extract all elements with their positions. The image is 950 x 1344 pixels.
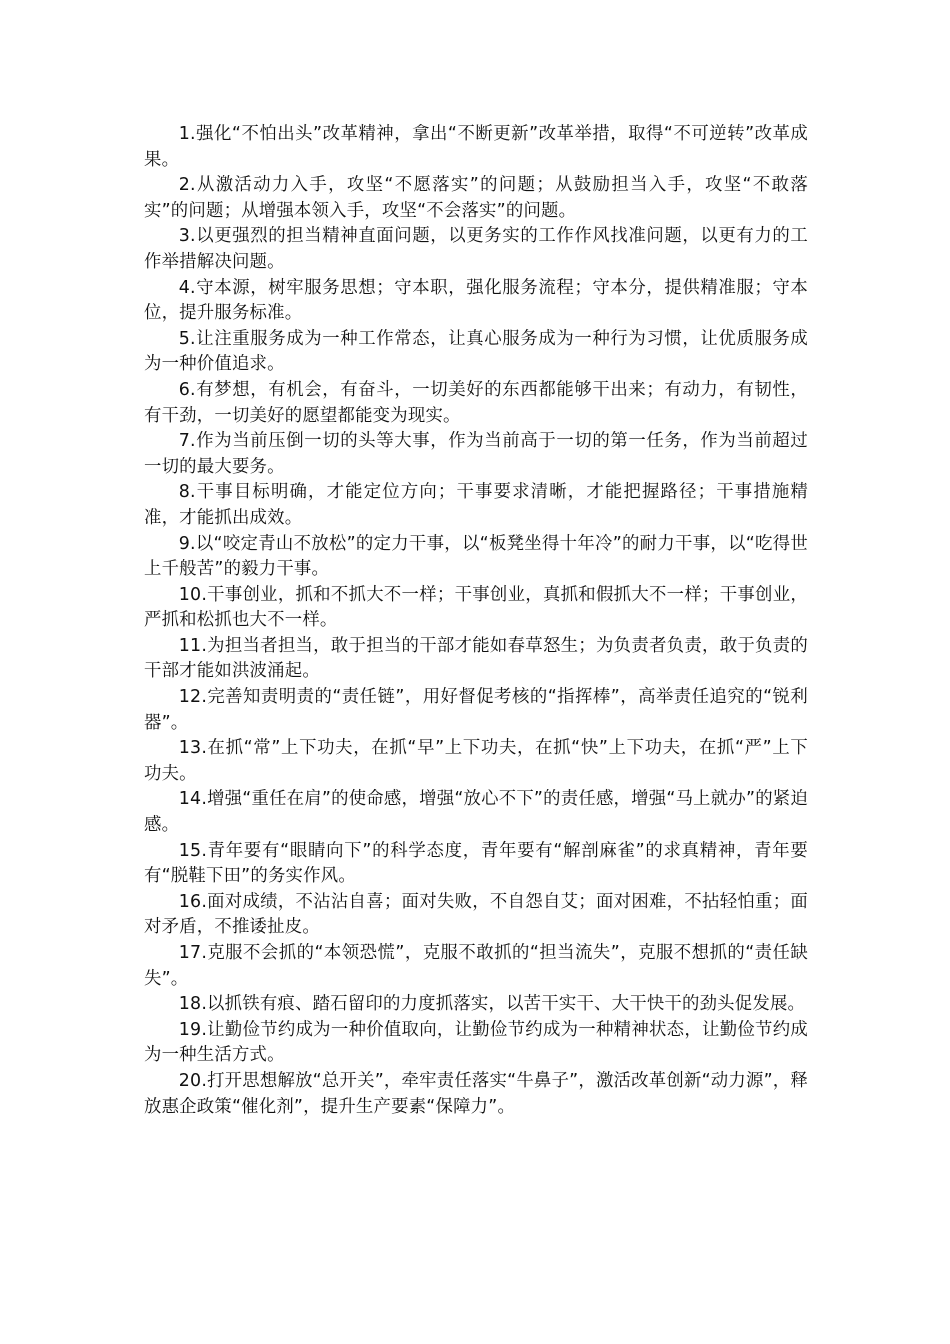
paragraph-20: 20.打开思想解放“总开关”，牵牢责任落实“牛鼻子”，激活改革创新“动力源”，释放惠企政策“催化剂”，提升生产要素“保障力”。 <box>144 1070 808 1117</box>
paragraph-11: 11.为担当者担当，敢于担当的干部才能如春草怒生；为负责者负责，敢于负责的干部才能如洪波涌起。 <box>144 635 808 682</box>
paragraph-9: 9.以“咬定青山不放松”的定力干事，以“板凳坐得十年冷”的耐力干事，以“吃得世上千般苦”的毅力干事。 <box>144 533 808 580</box>
paragraph-7: 7.作为当前压倒一切的头等大事，作为当前高于一切的第一任务，作为当前超过一切的最大要务。 <box>144 431 808 477</box>
paragraph-1: 1.强化“不怕出头”改革精神，拿出“不断更新”改革举措，取得“不可逆转”改革成果。 <box>144 124 808 170</box>
paragraph-6: 6.有梦想，有机会，有奋斗，一切美好的东西都能够干出来；有动力，有韧性，有干劲，一切美好的愿望都能变为现实。 <box>144 379 808 426</box>
paragraph-5: 5.让注重服务成为一种工作常态，让真心服务成为一种行为习惯，让优质服务成为一种价值追求。 <box>144 328 808 375</box>
document-body <box>144 122 808 1120</box>
paragraph-3: 3.以更强烈的担当精神直面问题，以更务实的工作作风找准问题，以更有力的工作举措解决问题。 <box>144 226 808 272</box>
paragraph-15: 15.青年要有“眼睛向下”的科学态度，青年要有“解剖麻雀”的求真精神，青年要有“脱鞋下田”的务实作风。 <box>144 840 808 887</box>
paragraph-19: 19.让勤俭节约成为一种价值取向，让勤俭节约成为一种精神状态，让勤俭节约成为一种生活方式。 <box>144 1019 808 1066</box>
paragraph-16: 16.面对成绩，不沾沾自喜；面对失败，不自怨自艾；面对困难，不拈轻怕重；面对矛盾，不推诿扯皮。 <box>144 891 808 938</box>
paragraph-17: 17.克服不会抓的“本领恐慌”，克服不敢抓的“担当流失”，克服不想抓的“责任缺失”。 <box>144 943 808 989</box>
paragraph-8: 8.干事目标明确，才能定位方向；干事要求清晰，才能把握路径；干事措施精准，才能抓出成效。 <box>144 482 808 528</box>
paragraph-12: 12.完善知责明责的“责任链”，用好督促考核的“指挥棒”，高举责任追究的“锐利器”。 <box>144 687 808 733</box>
paragraph-2: 2.从激活动力入手，攻坚“不愿落实”的问题；从鼓励担当入手，攻坚“不敢落实”的问题；从增强本领入手，攻坚“不会落实”的问题。 <box>144 175 808 221</box>
paragraph-4: 4.守本源，树牢服务思想；守本职，强化服务流程；守本分，提供精准服；守本位，提升服务标准。 <box>144 277 808 324</box>
paragraph-14: 14.增强“重任在肩”的使命感，增强“放心不下”的责任感，增强“马上就办”的紧迫感。 <box>144 789 808 836</box>
paragraph-18: 18.以抓铁有痕、踏石留印的力度抓落实，以苦干实干、大干快干的劲头促发展。 <box>178 994 806 1015</box>
paragraph-10: 10.干事创业，抓和不抓大不一样；干事创业，真抓和假抓大不一样；干事创业，严抓和松抓也大不一样。 <box>144 584 808 631</box>
paragraph-13: 13.在抓“常”上下功夫，在抓“早”上下功夫，在抓“快”上下功夫，在抓“严”上下功夫。 <box>144 738 808 784</box>
